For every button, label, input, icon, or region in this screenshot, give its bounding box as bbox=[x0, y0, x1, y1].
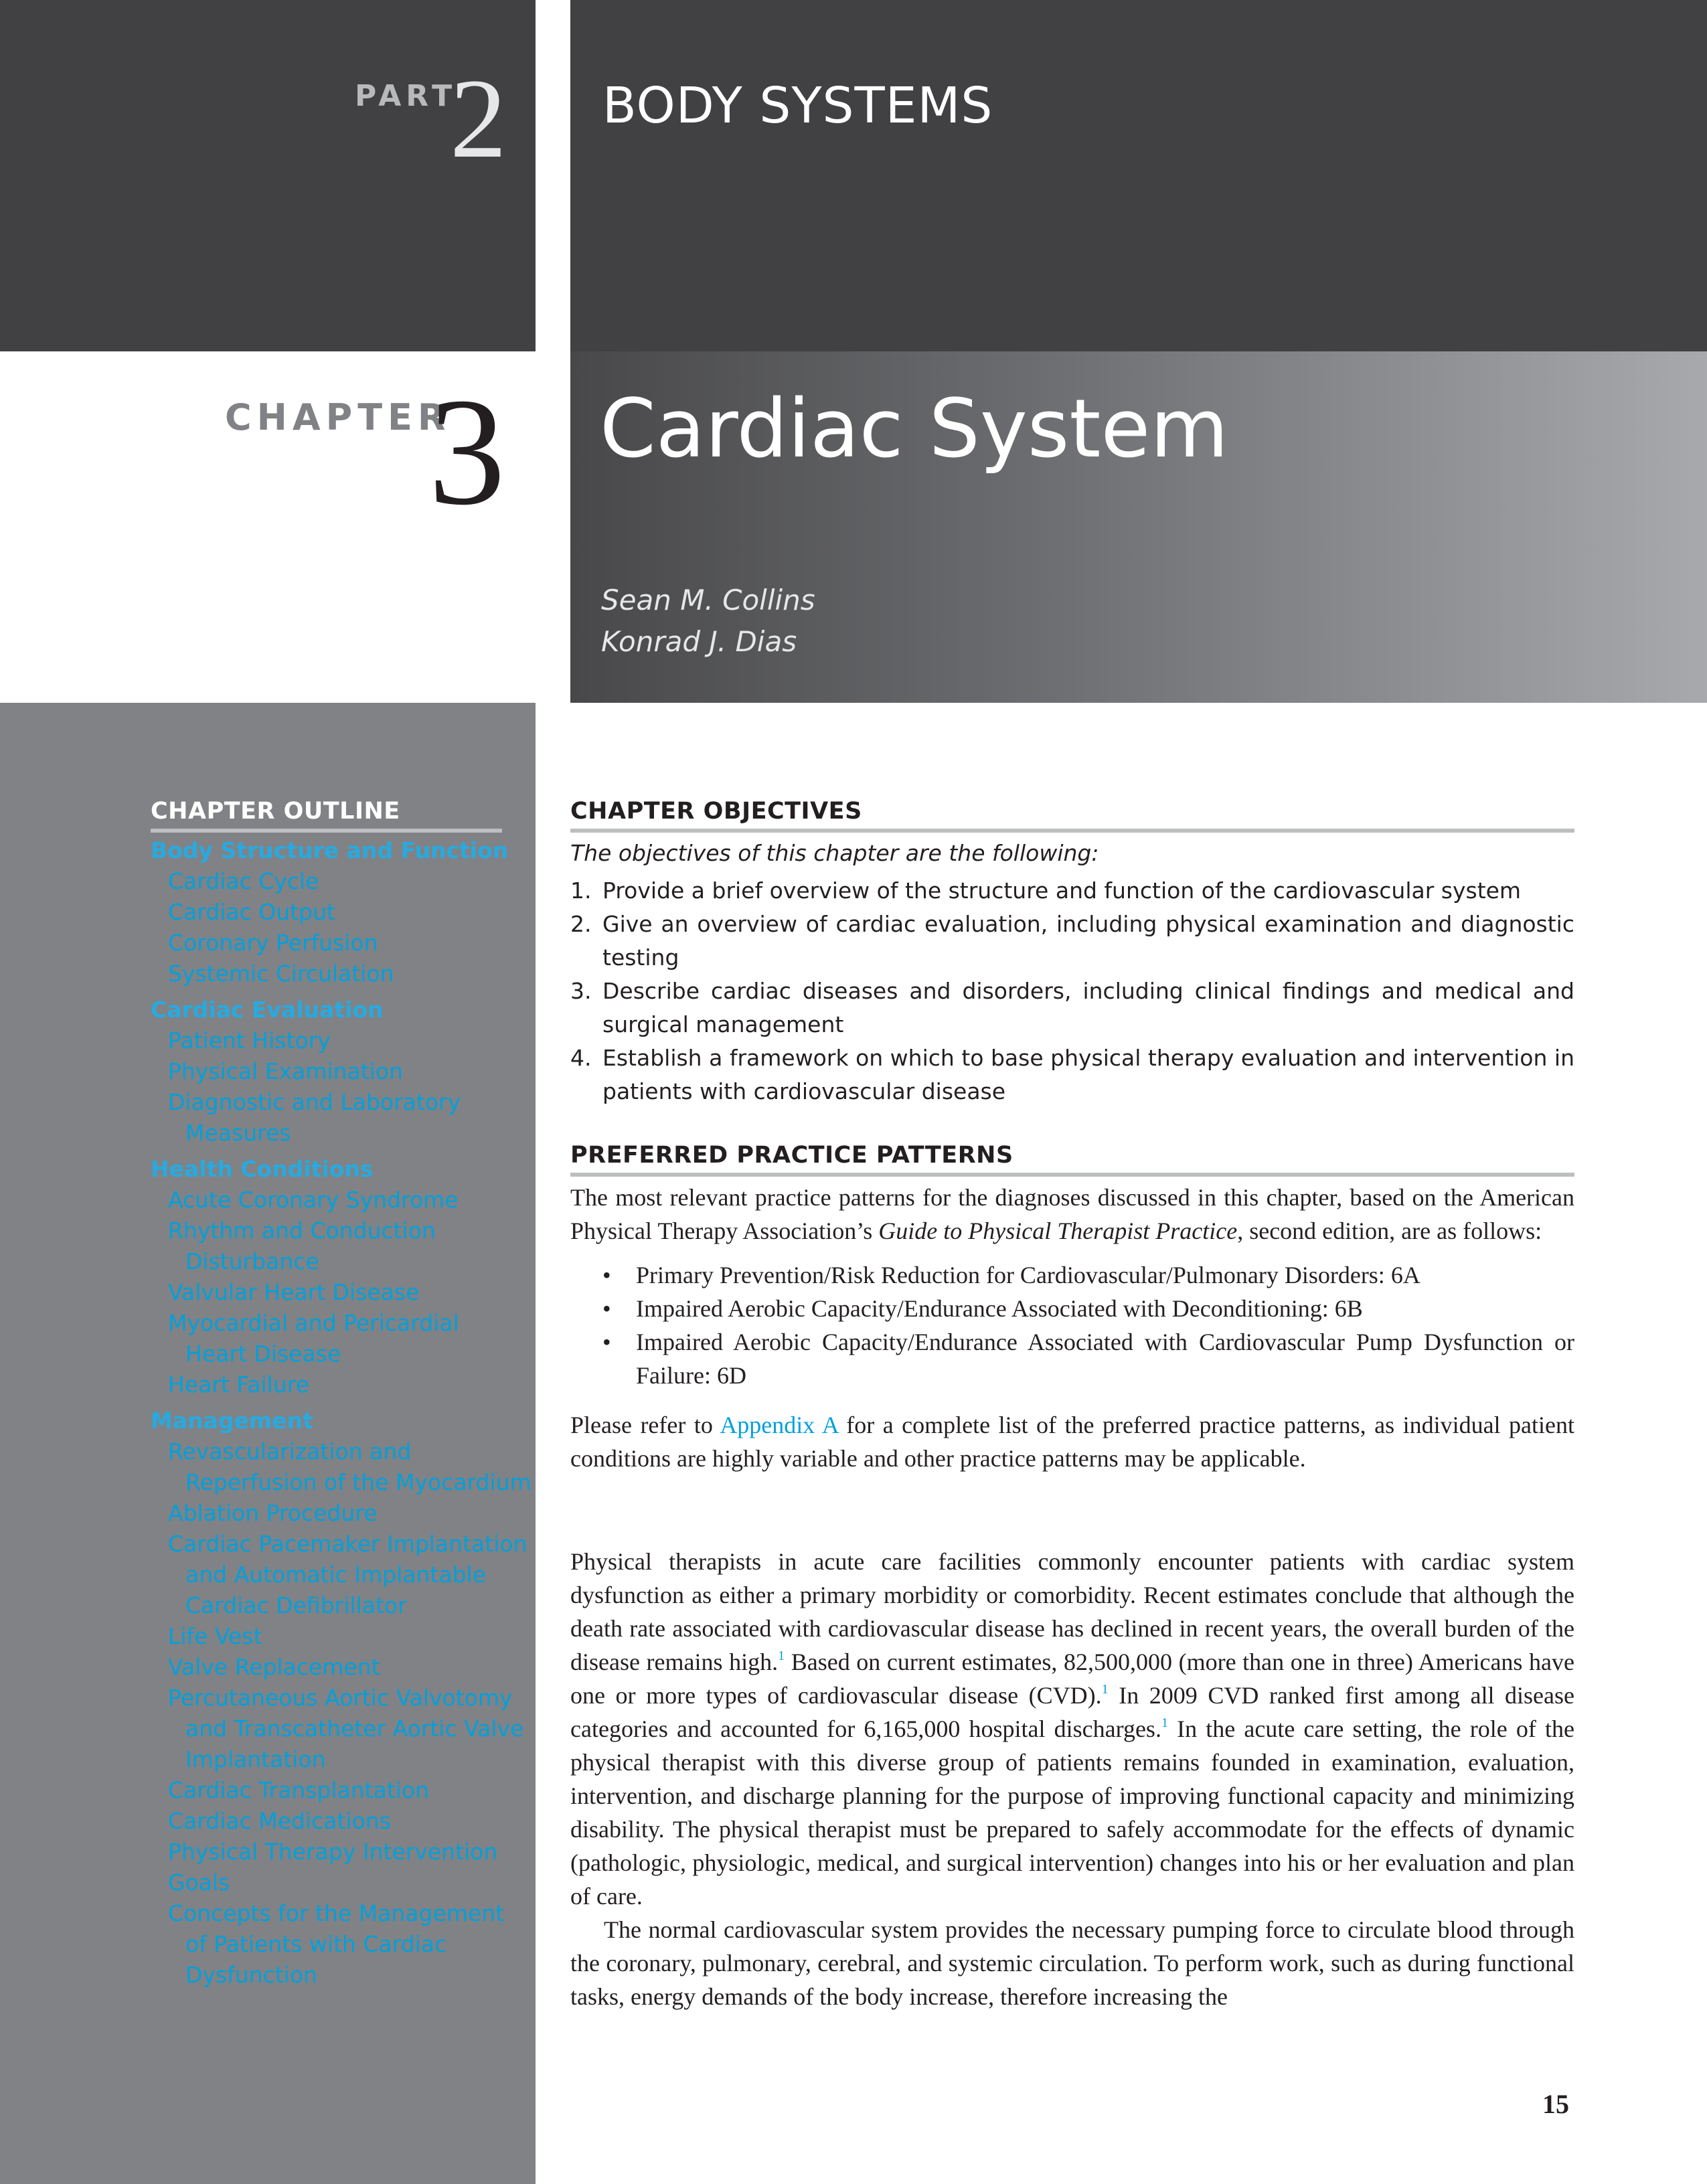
part-label: PART bbox=[355, 79, 457, 113]
outline-item[interactable]: Heart Failure bbox=[168, 1371, 309, 1398]
outline-item[interactable]: Patient History bbox=[168, 1027, 331, 1054]
body-paragraph: The normal cardiovascular system provides the necessary pumping force to circulate blood through the coronary, pulmonary, cerebral, and systemic circulation. To perform work, such as during functional tasks, energy demands of the body increase, therefore increasing the bbox=[570, 1916, 1574, 2010]
practice-pattern-text: Impaired Aerobic Capacity/Endurance Associated with Cardiovascular Pump Dysfunction or Failure: 6D bbox=[636, 1329, 1574, 1389]
outline-item[interactable]: Cardiac Output bbox=[168, 899, 335, 925]
outline-item[interactable]: Cardiac Medications bbox=[168, 1808, 391, 1834]
appendix-a-link[interactable]: Appendix A bbox=[720, 1412, 838, 1438]
practice-patterns-intro: The most relevant practice patterns for the diagnoses discussed in this chapter, based on the American Physical Therapy Association’s Guide to Physical Therapist Practice, second edition, are as follows: bbox=[570, 1184, 1574, 1244]
outline-heading[interactable]: Cardiac Evaluation bbox=[151, 997, 384, 1023]
outline-heading[interactable]: Body Structure and Function bbox=[151, 837, 509, 863]
part-band-right bbox=[570, 0, 1707, 351]
outline-item[interactable]: Revascularization and bbox=[168, 1438, 412, 1464]
bullet-icon: • bbox=[602, 1295, 611, 1322]
objectives-intro: The objectives of this chapter are the following: bbox=[570, 840, 1099, 866]
body-paragraph: Physical therapists in acute care facilities commonly encounter patients with cardiac system dysfunction as either a primary morbidity or comorbidity. Recent estimates conclude that although the death rate associated with cardiovascular disease has declined in recent years, the overall burden of the disease remains high.$^1$ Based on current estimates, 82,500,000 (more than one in three) Americans have one or more types of cardiovascular disease (CVD).$^1$ In 2009 CVD ranked first among all disease categories and accounted for 6,165,000 hospital discharges.$^1$ In the acute care setting, the role of the physical therapist with this diverse group of patients remains founded in examination, evaluation, intervention, and discharge planning for the purpose of improving functional capacity and minimizing disability. The physical therapist must be prepared to safely accommodate for the effects of dynamic (pathologic, physiologic, medical, and surgical intervention) changes into his or her evaluation and plan of care. bbox=[570, 1548, 1574, 1910]
outline-item[interactable]: Valvular Heart Disease bbox=[168, 1279, 420, 1305]
practice-pattern-text: Impaired Aerobic Capacity/Endurance Associated with Deconditioning: 6B bbox=[636, 1295, 1363, 1322]
reference-marker[interactable]: 1 bbox=[1101, 1682, 1109, 1697]
outline-item[interactable]: Ablation Procedure bbox=[168, 1500, 378, 1526]
objective-number: 2. bbox=[570, 911, 592, 937]
author-name: Sean M. Collins bbox=[601, 584, 815, 616]
objective-text: Provide a brief overview of the structure and function of the cardiovascular system bbox=[602, 877, 1522, 904]
outline-item[interactable]: Coronary Perfusion bbox=[168, 930, 378, 956]
chapter-outline bbox=[151, 798, 532, 1991]
objective-item bbox=[570, 975, 1574, 1041]
outline-heading[interactable]: Management bbox=[151, 1408, 313, 1434]
outline-item[interactable]: Cardiac Defibrillator bbox=[185, 1592, 407, 1618]
outline-item[interactable]: Disturbance bbox=[185, 1248, 319, 1274]
author-name: Konrad J. Dias bbox=[601, 625, 797, 658]
chapter-label: CHAPTER bbox=[225, 396, 451, 438]
practice-pattern-item bbox=[570, 1292, 1574, 1325]
page-number: 15 bbox=[1542, 2089, 1569, 2119]
reference-marker[interactable]: 1 bbox=[1161, 1715, 1168, 1730]
bullet-icon: • bbox=[602, 1329, 611, 1355]
outline-item[interactable]: Diagnostic and Laboratory bbox=[168, 1089, 461, 1115]
outline-item[interactable]: Physical Examination bbox=[168, 1058, 403, 1084]
main-column bbox=[570, 798, 1574, 2013]
bullet-icon: • bbox=[602, 1262, 611, 1288]
outline-heading[interactable]: Health Conditions bbox=[151, 1156, 374, 1182]
objective-item bbox=[570, 1041, 1574, 1108]
practice-pattern-item bbox=[570, 1325, 1574, 1392]
objective-item bbox=[570, 908, 1574, 975]
body-text bbox=[570, 1545, 1574, 2013]
objective-text: Establish a framework on which to base physical therapy evaluation and intervention in patients with cardiovascular disease bbox=[602, 1045, 1574, 1104]
practice-patterns-note: Please refer to Appendix A for a complete list of the preferred practice patterns, as individual patient conditions are highly variable and other practice patterns may be applicable. bbox=[570, 1412, 1574, 1472]
practice-pattern-item bbox=[570, 1258, 1574, 1292]
chapter-title: Cardiac System bbox=[600, 383, 1229, 476]
outline-item[interactable]: and Automatic Implantable bbox=[185, 1562, 487, 1588]
objectives-list bbox=[570, 874, 1574, 1108]
outline-item[interactable]: of Patients with Cardiac bbox=[185, 1931, 447, 1957]
outline-item[interactable]: Acute Coronary Syndrome bbox=[168, 1187, 459, 1213]
practice-patterns-section bbox=[570, 1142, 1574, 1475]
outline-item[interactable]: Implantation bbox=[185, 1746, 326, 1772]
outline-item[interactable]: Systemic Circulation bbox=[168, 960, 394, 987]
outline-item[interactable]: Reperfusion of the Myocardium bbox=[185, 1469, 532, 1495]
objective-number: 3. bbox=[570, 978, 592, 1004]
part-number: 2 bbox=[450, 56, 507, 181]
objective-text: Give an overview of cardiac evaluation, including physical examination and diagnostic testing bbox=[602, 911, 1574, 971]
part-title: BODY SYSTEMS bbox=[602, 77, 993, 135]
chapter-number: 3 bbox=[428, 366, 505, 537]
outline-list bbox=[151, 835, 532, 1991]
objectives-title: CHAPTER OBJECTIVES bbox=[570, 798, 1574, 833]
objective-text: Describe cardiac diseases and disorders, including clinical findings and medical and surgical management bbox=[602, 978, 1574, 1037]
objective-item bbox=[570, 874, 1574, 908]
outline-item[interactable]: and Transcatheter Aortic Valve bbox=[185, 1715, 524, 1742]
practice-patterns-title: PREFERRED PRACTICE PATTERNS bbox=[570, 1142, 1574, 1177]
outline-item[interactable]: Valve Replacement bbox=[168, 1654, 380, 1680]
outline-item[interactable]: Life Vest bbox=[168, 1623, 262, 1649]
practice-patterns-list bbox=[570, 1258, 1574, 1392]
outline-item[interactable]: Dysfunction bbox=[185, 1962, 317, 1988]
outline-item[interactable]: Concepts for the Management bbox=[168, 1900, 505, 1926]
outline-item[interactable]: Myocardial and Pericardial bbox=[168, 1310, 459, 1336]
outline-item[interactable]: Heart Disease bbox=[185, 1341, 341, 1367]
outline-item[interactable]: Percutaneous Aortic Valvotomy bbox=[168, 1685, 513, 1711]
objective-number: 1. bbox=[570, 877, 592, 904]
outline-item[interactable]: Cardiac Pacemaker Implantation bbox=[168, 1531, 527, 1557]
reference-marker[interactable]: 1 bbox=[778, 1649, 785, 1663]
objective-number: 4. bbox=[570, 1045, 592, 1071]
outline-item[interactable]: Physical Therapy Intervention bbox=[168, 1839, 498, 1865]
outline-item[interactable]: Cardiac Cycle bbox=[168, 868, 319, 894]
outline-title: CHAPTER OUTLINE bbox=[151, 798, 502, 833]
outline-item[interactable]: Rhythm and Conduction bbox=[168, 1217, 436, 1244]
outline-item[interactable]: Cardiac Transplantation bbox=[168, 1777, 430, 1803]
outline-item[interactable]: Goals bbox=[168, 1869, 230, 1896]
practice-pattern-text: Primary Prevention/Risk Reduction for Cardiovascular/Pulmonary Disorders: 6A bbox=[636, 1262, 1420, 1288]
outline-item[interactable]: Measures bbox=[185, 1120, 291, 1146]
